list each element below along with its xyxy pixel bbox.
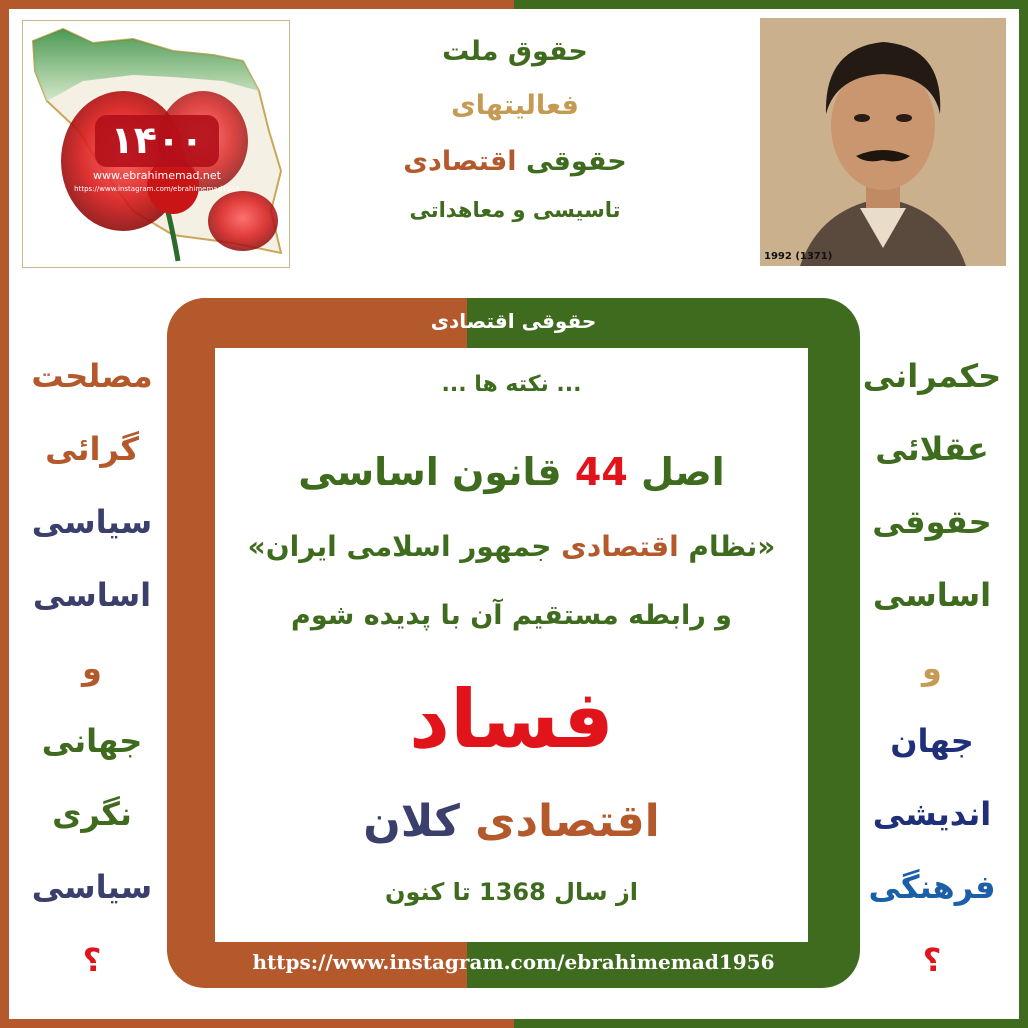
central-panel bbox=[167, 298, 860, 988]
right-word-column bbox=[862, 340, 1002, 997]
principle-suffix: قانون اساسی bbox=[298, 450, 562, 494]
header-title-block bbox=[300, 26, 730, 230]
header-line-3 bbox=[300, 134, 730, 190]
right-word-8: فرهنگی bbox=[868, 868, 996, 906]
system-part-c: جمهور اسلامی ایران» bbox=[247, 530, 552, 563]
header-line-3-b: اقتصادی bbox=[403, 146, 517, 177]
iran-map-logo bbox=[22, 20, 290, 268]
principle-prefix: اصل bbox=[641, 450, 725, 494]
right-word-6: جهان bbox=[890, 722, 974, 760]
system-part-b: اقتصادی bbox=[561, 530, 679, 563]
right-word-4: اساسی bbox=[872, 576, 992, 614]
left-word-3: سیاسی bbox=[31, 503, 153, 541]
left-word-2: گرائی bbox=[45, 430, 139, 468]
right-word-1: حکمرانی bbox=[862, 357, 1002, 395]
econ-word-b: کلان bbox=[363, 796, 460, 847]
header-line-1: حقوق ملت bbox=[442, 36, 588, 67]
header-line-3-a: حقوقی bbox=[525, 146, 627, 177]
instagram-url[interactable]: https://www.instagram.com/ebrahimemad1956 bbox=[252, 950, 775, 974]
corruption-headline: فساد bbox=[409, 673, 614, 766]
right-word-7: اندیشی bbox=[872, 795, 992, 833]
panel-header: حقوقی اقتصادی bbox=[430, 309, 597, 333]
left-word-1: مصلحت bbox=[31, 357, 153, 395]
econ-word-a: اقتصادی bbox=[475, 796, 660, 847]
left-word-7: نگری bbox=[52, 795, 132, 833]
header-line-4: تاسیسی و معاهداتی bbox=[409, 198, 621, 222]
header-line-2: فعالیتهای bbox=[451, 90, 579, 121]
photo-caption: 1992 (1371) bbox=[764, 251, 833, 262]
principle-line bbox=[215, 450, 808, 494]
right-word-2: عقلائی bbox=[875, 430, 989, 468]
panel-card bbox=[215, 348, 808, 942]
left-word-6: جهانی bbox=[41, 722, 143, 760]
left-question-mark: ؟ bbox=[82, 941, 102, 979]
left-word-5: و bbox=[82, 649, 102, 687]
right-question-mark: ؟ bbox=[922, 941, 942, 979]
since-year-line: از سال 1368 تا کنون bbox=[384, 878, 639, 906]
portrait-image bbox=[760, 18, 1006, 266]
iran-map-tulip-image bbox=[23, 21, 289, 267]
notes-line: ... نکته ها ... bbox=[441, 372, 582, 397]
left-word-8: سیاسی bbox=[31, 868, 153, 906]
left-word-column bbox=[22, 340, 162, 997]
relation-line: و رابطه مستقیم آن با پدیده شوم bbox=[291, 600, 732, 631]
right-word-5: و bbox=[922, 649, 942, 687]
macro-economic-line bbox=[215, 796, 808, 847]
right-word-3: حقوقی bbox=[872, 503, 992, 541]
system-line bbox=[215, 530, 808, 563]
map-instagram-label: https://www.instagram.com/ebrahimemad1956 bbox=[74, 185, 240, 193]
map-year-label: ۱۴۰۰ bbox=[110, 118, 204, 162]
portrait-photo bbox=[760, 18, 1006, 266]
left-word-4: اساسی bbox=[32, 576, 152, 614]
principle-number: 44 bbox=[574, 450, 628, 494]
system-part-a: «نظام bbox=[688, 530, 776, 563]
map-site-label: www.ebrahimemad.net bbox=[93, 169, 221, 182]
